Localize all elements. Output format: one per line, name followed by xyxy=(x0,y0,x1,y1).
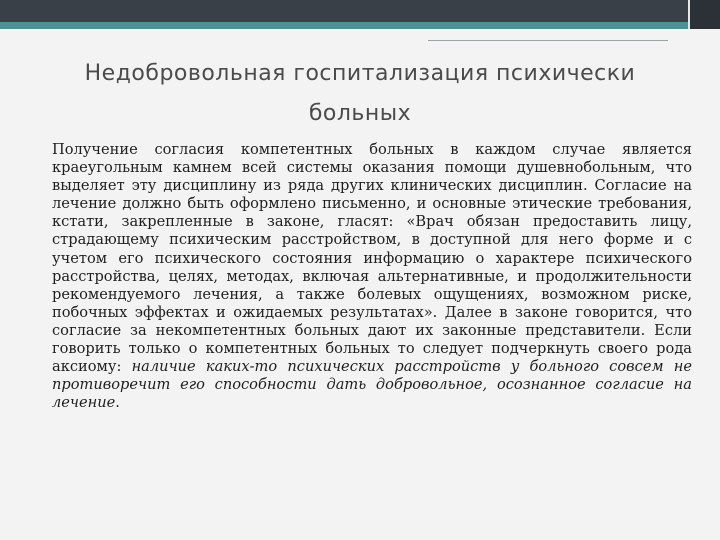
decorative-rule xyxy=(428,40,668,41)
body-italic-axiom: наличие каких-то психических расстройств у больного совсем не противоречит его способности дать добровольное, осознанное согласие на лечение xyxy=(52,358,692,412)
accent-band xyxy=(0,22,720,29)
top-band xyxy=(0,0,720,22)
slide-body-text xyxy=(52,141,692,412)
slide-title: Недобровольная госпитализация психически больных xyxy=(84,61,636,126)
body-paragraph: Получение согласия компетентных больных в каждом случае является краеугольным камнем всей системы оказания помощи душевнобольным, что выделяет эту дисциплину из ряда других клинических дисциплин. Согласие на лечение должно быть оформлено письменно, и основные этические требования, кстати, закрепленные в законе, гласят: «Врач обязан предоставить лицу, страдающему психическим расстройством, в доступной для него форме и с учетом его психического состояния информацию о характере психического расстройства, целях, методах, включая альтернативные, и продолжительности рекомендуемого лечения, а также болевых ощущениях, возможном риске, побочных эффектах и ожидаемых результатах». Далее в законе говорится, что согласие за некомпетентных больных дают их законные представители. Если говорить только о компетентных больных то следует подчеркнуть своего рода аксиому: xyxy=(52,141,692,376)
corner-block xyxy=(690,0,720,29)
body-end-punct: . xyxy=(115,394,120,412)
